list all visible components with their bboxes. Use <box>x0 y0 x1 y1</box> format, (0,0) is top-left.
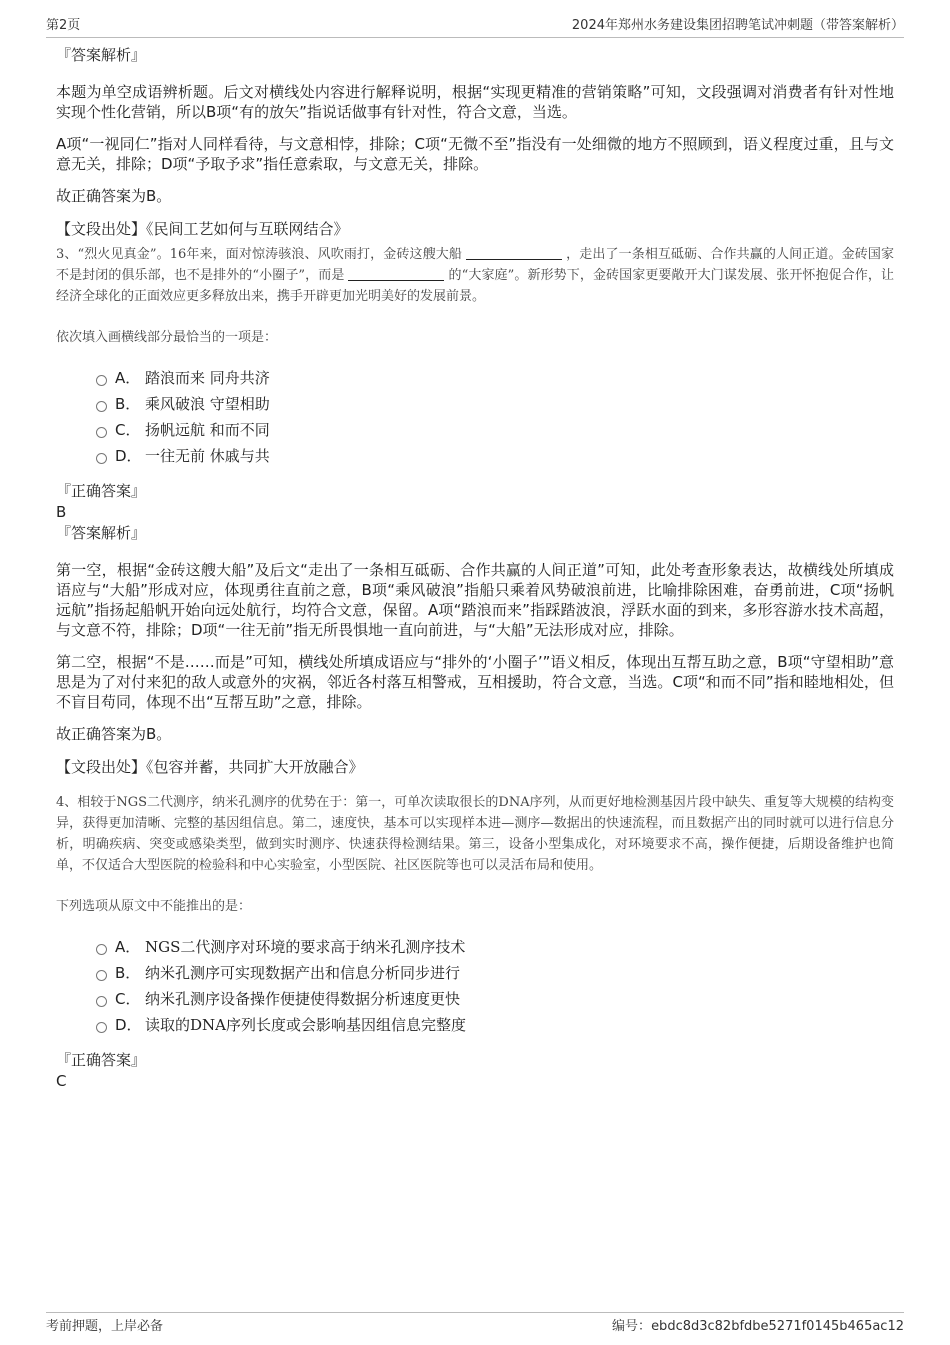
analysis-conclusion: 故正确答案为B。 <box>56 725 172 743</box>
radio-circle-icon[interactable] <box>96 1022 107 1033</box>
radio-circle-icon[interactable] <box>96 944 107 955</box>
radio-circle-icon[interactable] <box>96 996 107 1007</box>
analysis-paragraph: 第二空，根据“不是……而是”可知，横线处所填成语应与“排外的‘小圈子’”语义相反，体现出互帮互助之意，B项“守望相助”意思是为了对付来犯的敌人或意外的灾祸，邻近各村落互相警戒，互相援助，符合文意，当选。C项“和而不同”指和睦地相处，但不盲目苟同，体现不出“互帮互助”之意，排除。 <box>56 653 894 711</box>
analysis-paragraph: 第一空，根据“金砖这艘大船”及后文“走出了一条相互砥砺、合作共赢的人间正道”可知，此处考查形象表达，故横线处所填成语应与“大船”形成对应，体现勇往直前之意，B项“乘风破浪”指船只乘着风势破浪前进，比喻排除困难，奋勇前进，C项“扬帆远航”指扬起船帆开始向远处航行，均符合文意，保留。A项“踏浪而来”指踩踏波浪，浮跃水面的到来，多形容游水技术高超，与文意不符，排除；D项“一往无前”指无所畏惧地一直向前进，与“大船”无法形成对应，排除。 <box>56 561 894 639</box>
question-4-prompt: 下列选项从原文中不能推出的是： <box>56 899 252 914</box>
correct-answer: B <box>56 503 67 521</box>
question-4-options <box>96 933 894 1037</box>
analysis-paragraph: A项“一视同仁”指对人同样看待，与文意相悖，排除；C项“无微不至”指没有一处细微的地方不照顾到，语义程度过重，且与文意无关，排除；D项“予取予求”指任意索取，与文意无关，排除。 <box>56 135 894 173</box>
option-d[interactable]: D． 一往无前 休戚与共 <box>96 442 894 468</box>
page-content <box>56 44 894 1091</box>
correct-answer: C <box>56 1072 67 1090</box>
correct-answer-label: 『正确答案』 <box>56 1051 147 1069</box>
question-3-prompt: 依次填入画横线部分最恰当的一项是： <box>56 330 278 345</box>
page-footer <box>46 1312 904 1334</box>
document-title: 2024年郑州水务建设集团招聘笔试冲刺题（带答案解析） <box>571 18 904 33</box>
option-b[interactable]: B． 纳米孔测序可实现数据产出和信息分析同步进行 <box>96 959 894 985</box>
question-4-stem: 4、相较于NGS二代测序，纳米孔测序的优势在于：第一，可单次读取很长的DNA序列，从而更好地检测基因片段中缺失、重复等大规模的结构变异，获得更加清晰、完整的基因组信息。第二，速度快，基本可以实现样本进—测序—数据出的快速流程，而且数据产出的同时就可以进行信息分析，明确疾病、突变或感染类型，做到实时测序、快速获得检测结果。第三，设备小型集成化，对环境要求不高，操作便捷，后期设备维护也简单，不仅适合大型医院的检验科和中心实验室，小型医院、社区医院等也可以灵活布局和使用。 <box>56 795 894 873</box>
option-c[interactable]: C． 纳米孔测序设备操作便捷使得数据分析速度更快 <box>96 985 894 1011</box>
option-a[interactable]: A． NGS二代测序对环境的要求高于纳米孔测序技术 <box>96 933 894 959</box>
option-a[interactable]: A． 踏浪而来 同舟共济 <box>96 364 894 390</box>
passage-source: 【文段出处】《民间工艺如何与互联网结合》 <box>56 220 349 238</box>
option-b[interactable]: B． 乘风破浪 守望相助 <box>96 390 894 416</box>
document-code: 编号：ebdc8d3c82bfdbe5271f0145b465ac12 <box>612 1319 904 1334</box>
page-header <box>46 14 904 38</box>
analysis-paragraph: 本题为单空成语辨析题。后文对横线处内容进行解释说明，根据“实现更精准的营销策略”可知，文段强调对消费者有针对性地实现个性化营销，所以B项“有的放矢”指说话做事有针对性，符合文意，当选。 <box>56 83 894 121</box>
radio-circle-icon[interactable] <box>96 427 107 438</box>
radio-circle-icon[interactable] <box>96 401 107 412</box>
fill-blank-2 <box>348 267 444 281</box>
radio-circle-icon[interactable] <box>96 375 107 386</box>
option-d[interactable]: D． 读取的DNA序列长度或会影响基因组信息完整度 <box>96 1011 894 1037</box>
correct-answer-label: 『正确答案』 <box>56 482 147 500</box>
page-number: 第2页 <box>46 18 81 33</box>
option-c[interactable]: C． 扬帆远航 和而不同 <box>96 416 894 442</box>
passage-source: 【文段出处】《包容并蓄，共同扩大开放融合》 <box>56 758 364 776</box>
analysis-conclusion: 故正确答案为B。 <box>56 187 172 205</box>
analysis-label: 『答案解析』 <box>56 46 147 64</box>
analysis-label: 『答案解析』 <box>56 524 147 542</box>
fill-blank-1 <box>466 246 562 260</box>
question-3-stem: 3、“烈火见真金”。16年来，面对惊涛骇浪、风吹雨打，金砖这艘大船 ，走出了一条相互砥砺、合作共赢的人间正道。金砖国家不是封闭的俱乐部，也不是排外的“小圈子”，而是 的“大家庭”。新形势下，金砖国家更要敞开大门谋发展、张开怀抱促合作，让经济全球化的正面效应更多释放出来，携手开辟更加光明美好的发展前景。 <box>56 247 894 304</box>
footer-slogan: 考前押题，上岸必备 <box>46 1319 164 1334</box>
radio-circle-icon[interactable] <box>96 970 107 981</box>
radio-circle-icon[interactable] <box>96 453 107 464</box>
question-3-options <box>96 364 894 468</box>
